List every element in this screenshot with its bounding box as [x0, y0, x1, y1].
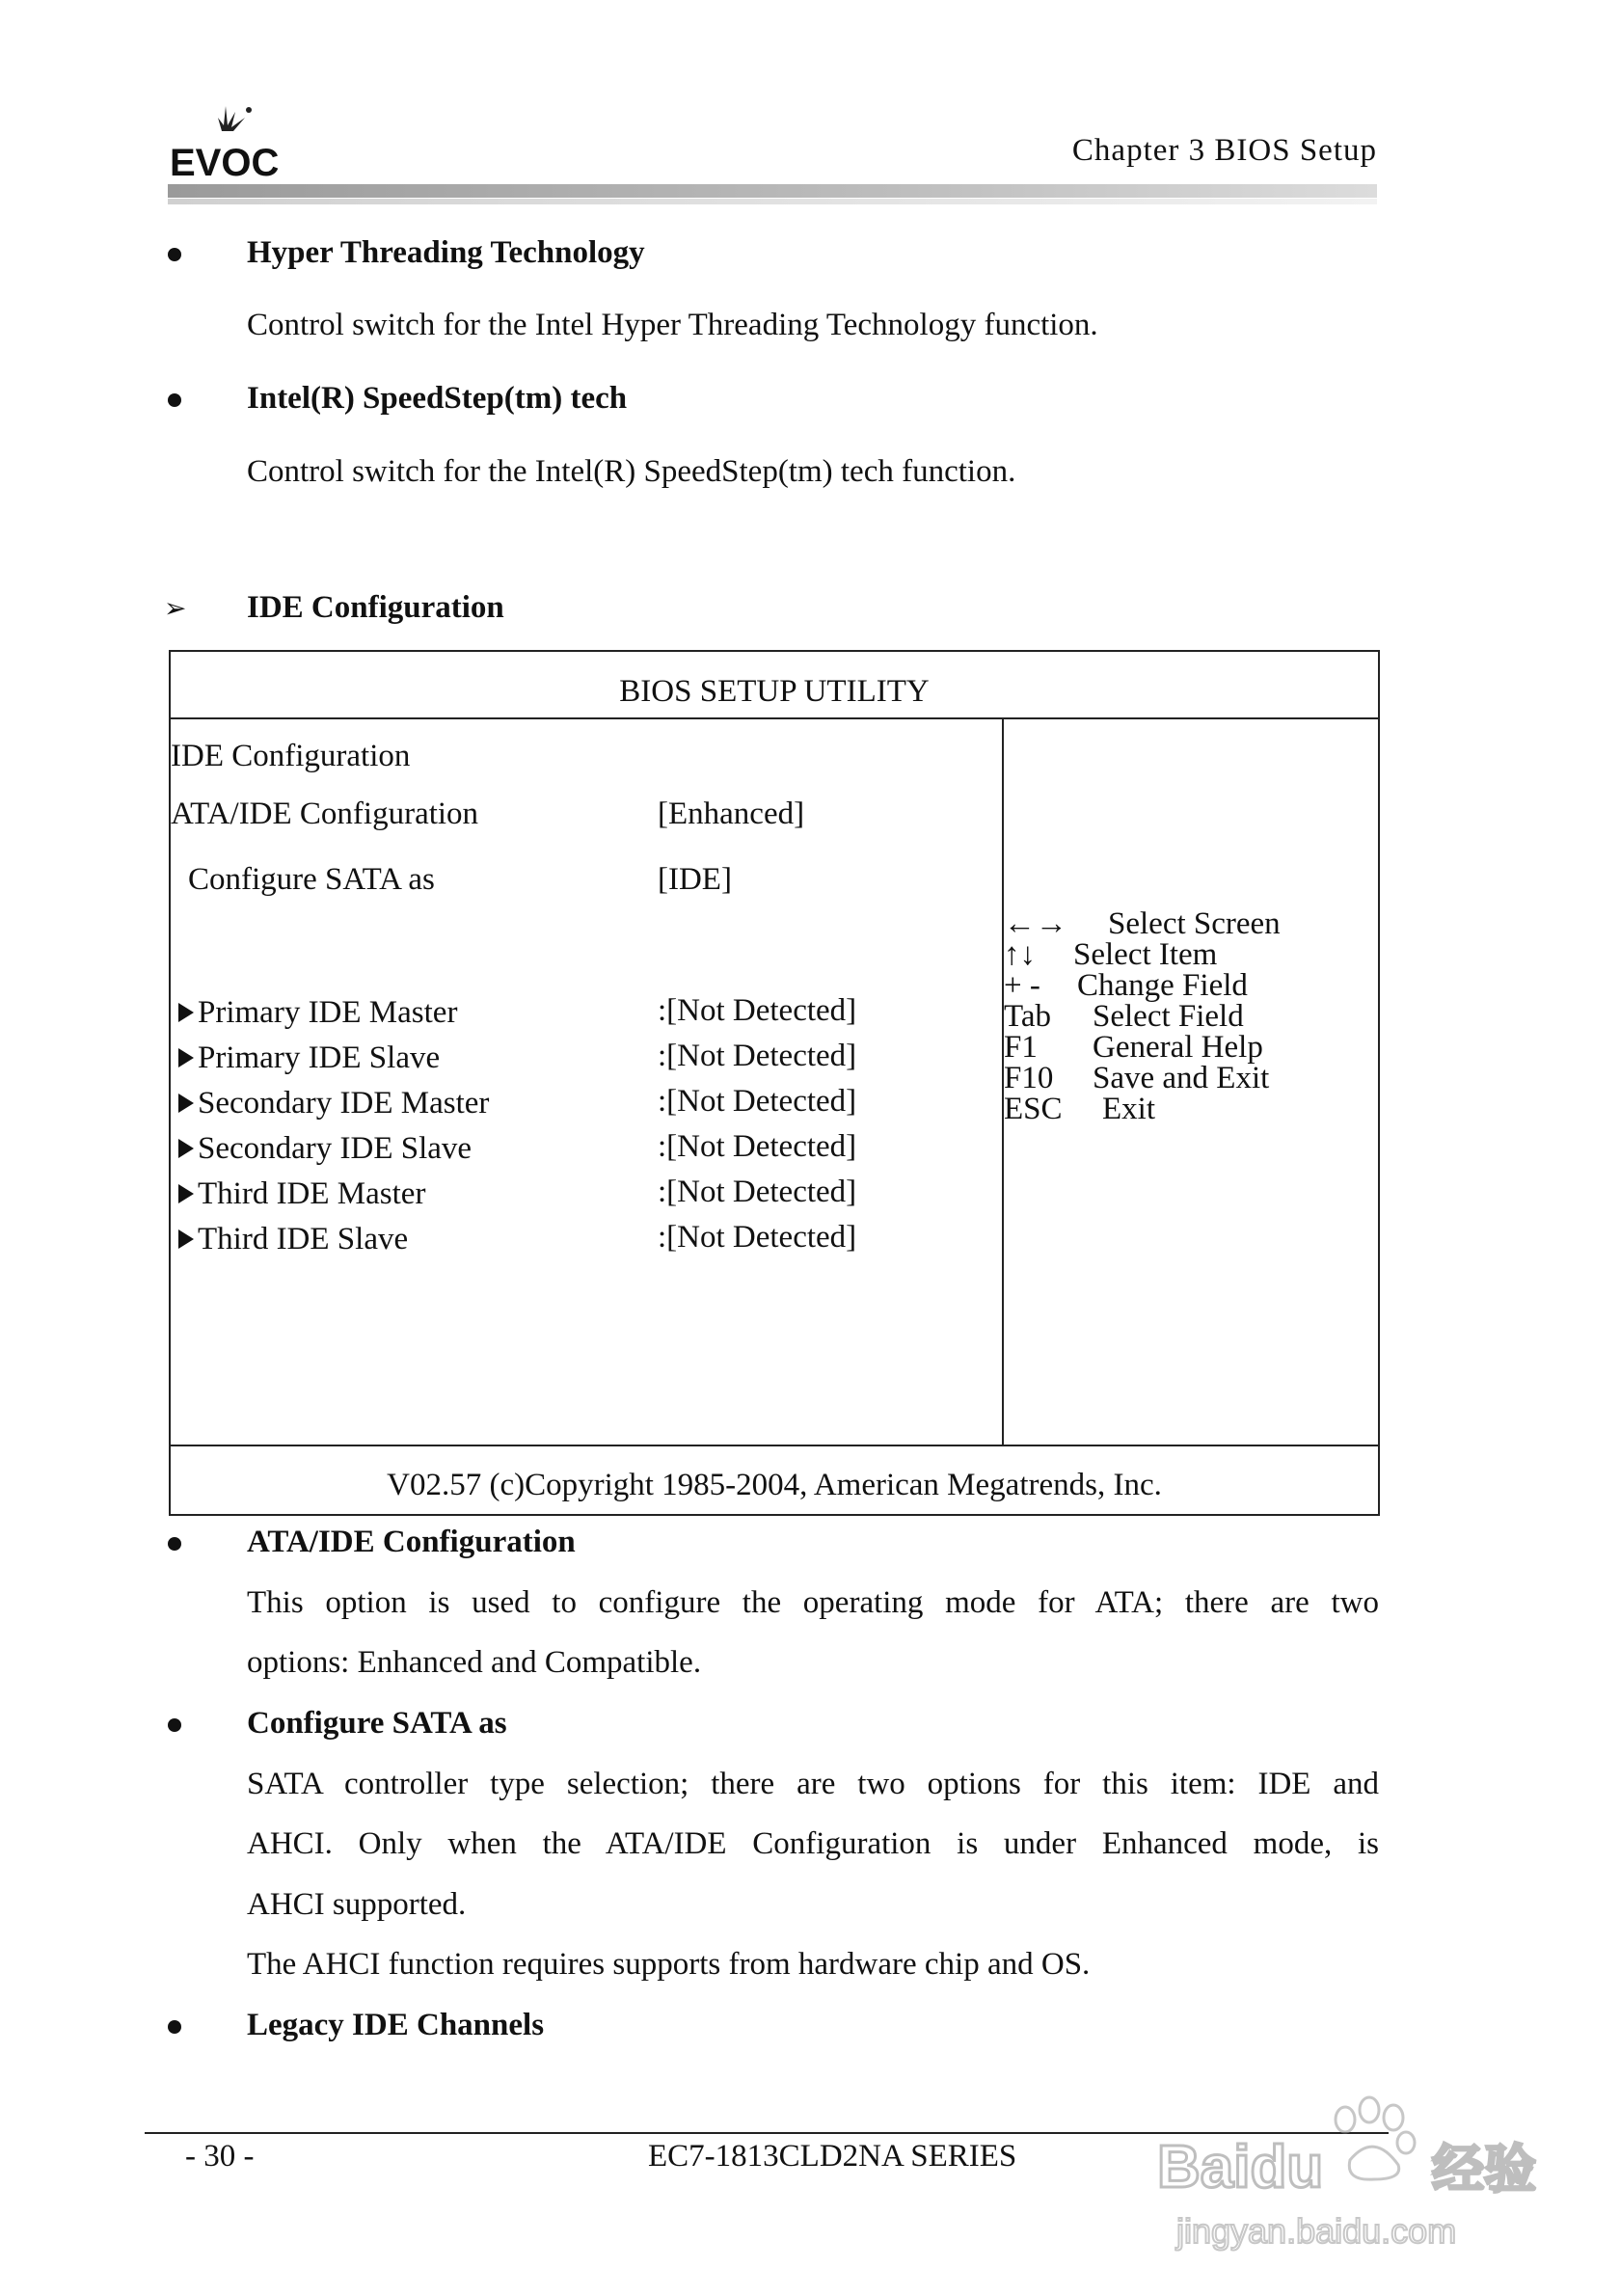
bullet-icon [168, 393, 181, 407]
baidu-watermark [1157, 2073, 1562, 2266]
bios-item-configure-sata[interactable] [188, 862, 435, 898]
watermark-cn: 经验 [1432, 2139, 1536, 2200]
bios-item-third-ide-slave[interactable] [178, 1222, 408, 1257]
evoc-logo-graphic [168, 104, 284, 181]
help-desc-select-item: Select Item [1073, 937, 1218, 972]
watermark-brand: Baidu [1157, 2134, 1324, 2201]
bullet-icon [168, 1718, 181, 1732]
bios-value-ata-ide-config[interactable]: [Enhanced] [658, 797, 805, 831]
chapter-title: Chapter 3 BIOS Setup [1071, 133, 1377, 168]
bios-item-label: Primary IDE Master [198, 995, 458, 1030]
help-key-plus-minus: + - [1004, 968, 1040, 1003]
bios-value-secondary-ide-slave: :[Not Detected] [658, 1129, 857, 1164]
bios-item-label: Third IDE Slave [198, 1222, 409, 1256]
bios-item-primary-ide-slave[interactable] [178, 1040, 440, 1076]
bios-item-secondary-ide-master[interactable] [178, 1086, 489, 1121]
bios-value-secondary-ide-master: :[Not Detected] [658, 1084, 857, 1119]
bios-item-label: Third IDE Master [198, 1176, 426, 1211]
bios-item-label: Secondary IDE Master [198, 1086, 490, 1121]
header-rule [168, 184, 1377, 198]
speedstep-heading: Intel(R) SpeedStep(tm) tech [247, 381, 628, 416]
sata-desc-line: AHCI. Only when the ATA/IDE Configuration is under Enhanced mode, is [247, 1826, 1379, 1861]
help-desc-exit: Exit [1102, 1092, 1155, 1126]
submenu-arrow-icon [178, 1229, 194, 1249]
bios-item-third-ide-master[interactable] [178, 1176, 425, 1212]
submenu-arrow-icon [178, 1003, 194, 1022]
bios-value-third-ide-master: :[Not Detected] [658, 1175, 857, 1209]
bios-value-configure-sata[interactable]: [IDE] [658, 862, 732, 897]
sata-heading: Configure SATA as [247, 1706, 507, 1741]
ht-heading: Hyper Threading Technology [247, 235, 645, 270]
submenu-arrow-icon [178, 1139, 194, 1158]
help-key-tab: Tab [1004, 999, 1052, 1034]
bios-value-primary-ide-slave: :[Not Detected] [658, 1039, 857, 1073]
bios-menu-header: IDE Configuration [171, 739, 411, 773]
header-rule-shadow [168, 199, 1377, 204]
bios-item-secondary-ide-slave[interactable] [178, 1131, 472, 1167]
bios-item-label: Primary IDE Slave [198, 1040, 441, 1075]
bios-item-label: ATA/IDE Configuration [171, 797, 479, 831]
help-key-arrows-ud: ↑↓ [1004, 937, 1036, 972]
bios-value-primary-ide-master: :[Not Detected] [658, 993, 857, 1028]
evoc-logo [168, 104, 284, 181]
bios-item-label: Configure SATA as [188, 862, 435, 897]
sata-desc-line: SATA controller type selection; there are two options for this item: IDE and [247, 1767, 1379, 1801]
speedstep-description: Control switch for the Intel(R) SpeedStep(tm) tech function. [247, 454, 1016, 489]
submenu-arrow-icon [178, 1184, 194, 1203]
ide-heading: IDE Configuration [247, 590, 504, 625]
bios-value-third-ide-slave: :[Not Detected] [658, 1220, 857, 1255]
bios-item-primary-ide-master[interactable] [178, 995, 457, 1031]
ata-desc-line: options: Enhanced and Compatible. [247, 1645, 702, 1680]
help-desc-change-field: Change Field [1077, 968, 1248, 1003]
bios-item-label: Secondary IDE Slave [198, 1131, 472, 1166]
legacy-heading: Legacy IDE Channels [247, 2008, 545, 2042]
help-desc-select-field: Select Field [1093, 999, 1244, 1034]
bios-title: BIOS SETUP UTILITY [171, 652, 1378, 719]
logo-text: EVOC [170, 142, 280, 181]
ht-description: Control switch for the Intel Hyper Threading Technology function. [247, 308, 1098, 342]
page-number: - 30 - [185, 2139, 255, 2174]
help-desc-save-exit: Save and Exit [1093, 1061, 1270, 1095]
help-desc-select-screen: Select Screen [1108, 906, 1281, 941]
help-desc-general-help: General Help [1093, 1030, 1263, 1065]
bios-setup-box [169, 650, 1380, 1516]
help-key-f1: F1 [1004, 1030, 1038, 1065]
help-key-esc: ESC [1004, 1092, 1063, 1126]
help-key-arrows-lr: ←→ [1004, 906, 1067, 941]
submenu-arrow-icon [178, 1094, 194, 1113]
submenu-arrow-icon [178, 1048, 194, 1067]
watermark-url: jingyan.baidu.com [1176, 2211, 1457, 2251]
bios-item-ata-ide-config[interactable] [171, 797, 478, 832]
product-series: EC7-1813CLD2NA SERIES [648, 2139, 1017, 2174]
sata-desc-line: The AHCI function requires supports from hardware chip and OS. [247, 1947, 1091, 1982]
arrow-bullet-icon: ➢ [164, 594, 187, 624]
bullet-icon [168, 1537, 181, 1551]
bullet-icon [168, 248, 181, 261]
watermark-graphic [1157, 2073, 1562, 2266]
help-key-f10: F10 [1004, 1061, 1054, 1095]
ata-desc-line: This option is used to configure the operating mode for ATA; there are two [247, 1585, 1379, 1620]
sata-desc-line: AHCI supported. [247, 1887, 467, 1922]
ata-heading: ATA/IDE Configuration [247, 1525, 576, 1559]
bullet-icon [168, 2020, 181, 2034]
bios-copyright: V02.57 (c)Copyright 1985-2004, American Megatrends, Inc. [171, 1445, 1378, 1514]
